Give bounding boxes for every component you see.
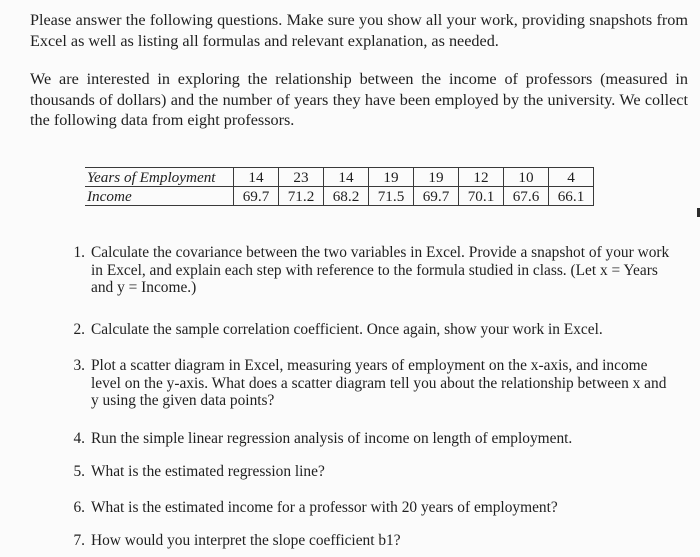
question-1 xyxy=(63,244,673,297)
table-row-income xyxy=(85,187,594,206)
question-text: Calculate the covariance between the two variables in Excel. Provide a snapshot of your work in Excel, and explain each step with reference to the formula studied in class. (Let x = Years and y = Income.) xyxy=(91,244,670,296)
row-label-years: Years of Employment xyxy=(85,168,234,187)
table-cell: 69.7 xyxy=(234,187,279,206)
question-number: 4. xyxy=(73,430,85,447)
data-table xyxy=(85,167,594,206)
question-text: Plot a scatter diagram in Excel, measuring years of employment on the x-axis, and income level on the y-axis. What does a scatter diagram tell you about the relationship between x and y using the given data points? xyxy=(91,357,667,409)
table-cell: 4 xyxy=(549,168,594,187)
table-row-years xyxy=(85,168,594,187)
question-text: Run the simple linear regression analysis of income on length of employment. xyxy=(91,430,573,447)
context-paragraph: We are interested in exploring the relationship between the income of professors (measured in thousands of dollars) and the number of years they have been employed by the university. We collect the following data from eight professors. xyxy=(30,70,688,129)
table-cell: 12 xyxy=(459,168,504,187)
question-text: What is the estimated regression line? xyxy=(91,463,325,480)
question-text: Calculate the sample correlation coefficient. Once again, show your work in Excel. xyxy=(91,321,603,338)
question-number: 6. xyxy=(73,499,85,516)
table-cell: 14 xyxy=(234,168,279,187)
question-number: 1. xyxy=(73,244,85,261)
table-cell: 14 xyxy=(324,168,369,187)
question-5 xyxy=(63,463,673,481)
table-cell: 19 xyxy=(369,168,414,187)
question-number: 2. xyxy=(73,321,85,338)
question-number: 5. xyxy=(73,463,85,480)
table-cell: 69.7 xyxy=(414,187,459,206)
question-text: How would you interpret the slope coefficient b1? xyxy=(91,532,401,549)
table-cell: 68.2 xyxy=(324,187,369,206)
question-4 xyxy=(63,430,673,448)
question-6 xyxy=(63,499,673,517)
question-3 xyxy=(63,357,673,410)
table-cell: 66.1 xyxy=(549,187,594,206)
table-cell: 67.6 xyxy=(504,187,549,206)
table-cell: 19 xyxy=(414,168,459,187)
table-cell: 70.1 xyxy=(459,187,504,206)
question-7 xyxy=(63,532,673,550)
instructions-paragraph: Please answer the following questions. Make sure you show all your work, providing snapshots from Excel as well as listing all formulas and relevant explanation, as needed. xyxy=(30,11,688,50)
table-cell: 71.2 xyxy=(279,187,324,206)
question-number: 7. xyxy=(73,532,85,549)
row-label-income: Income xyxy=(85,187,234,206)
table-cell: 23 xyxy=(279,168,324,187)
question-text: What is the estimated income for a professor with 20 years of employment? xyxy=(91,499,558,516)
question-2 xyxy=(63,321,673,339)
table-cell: 71.5 xyxy=(369,187,414,206)
question-number: 3. xyxy=(73,357,85,374)
table-cell: 10 xyxy=(504,168,549,187)
